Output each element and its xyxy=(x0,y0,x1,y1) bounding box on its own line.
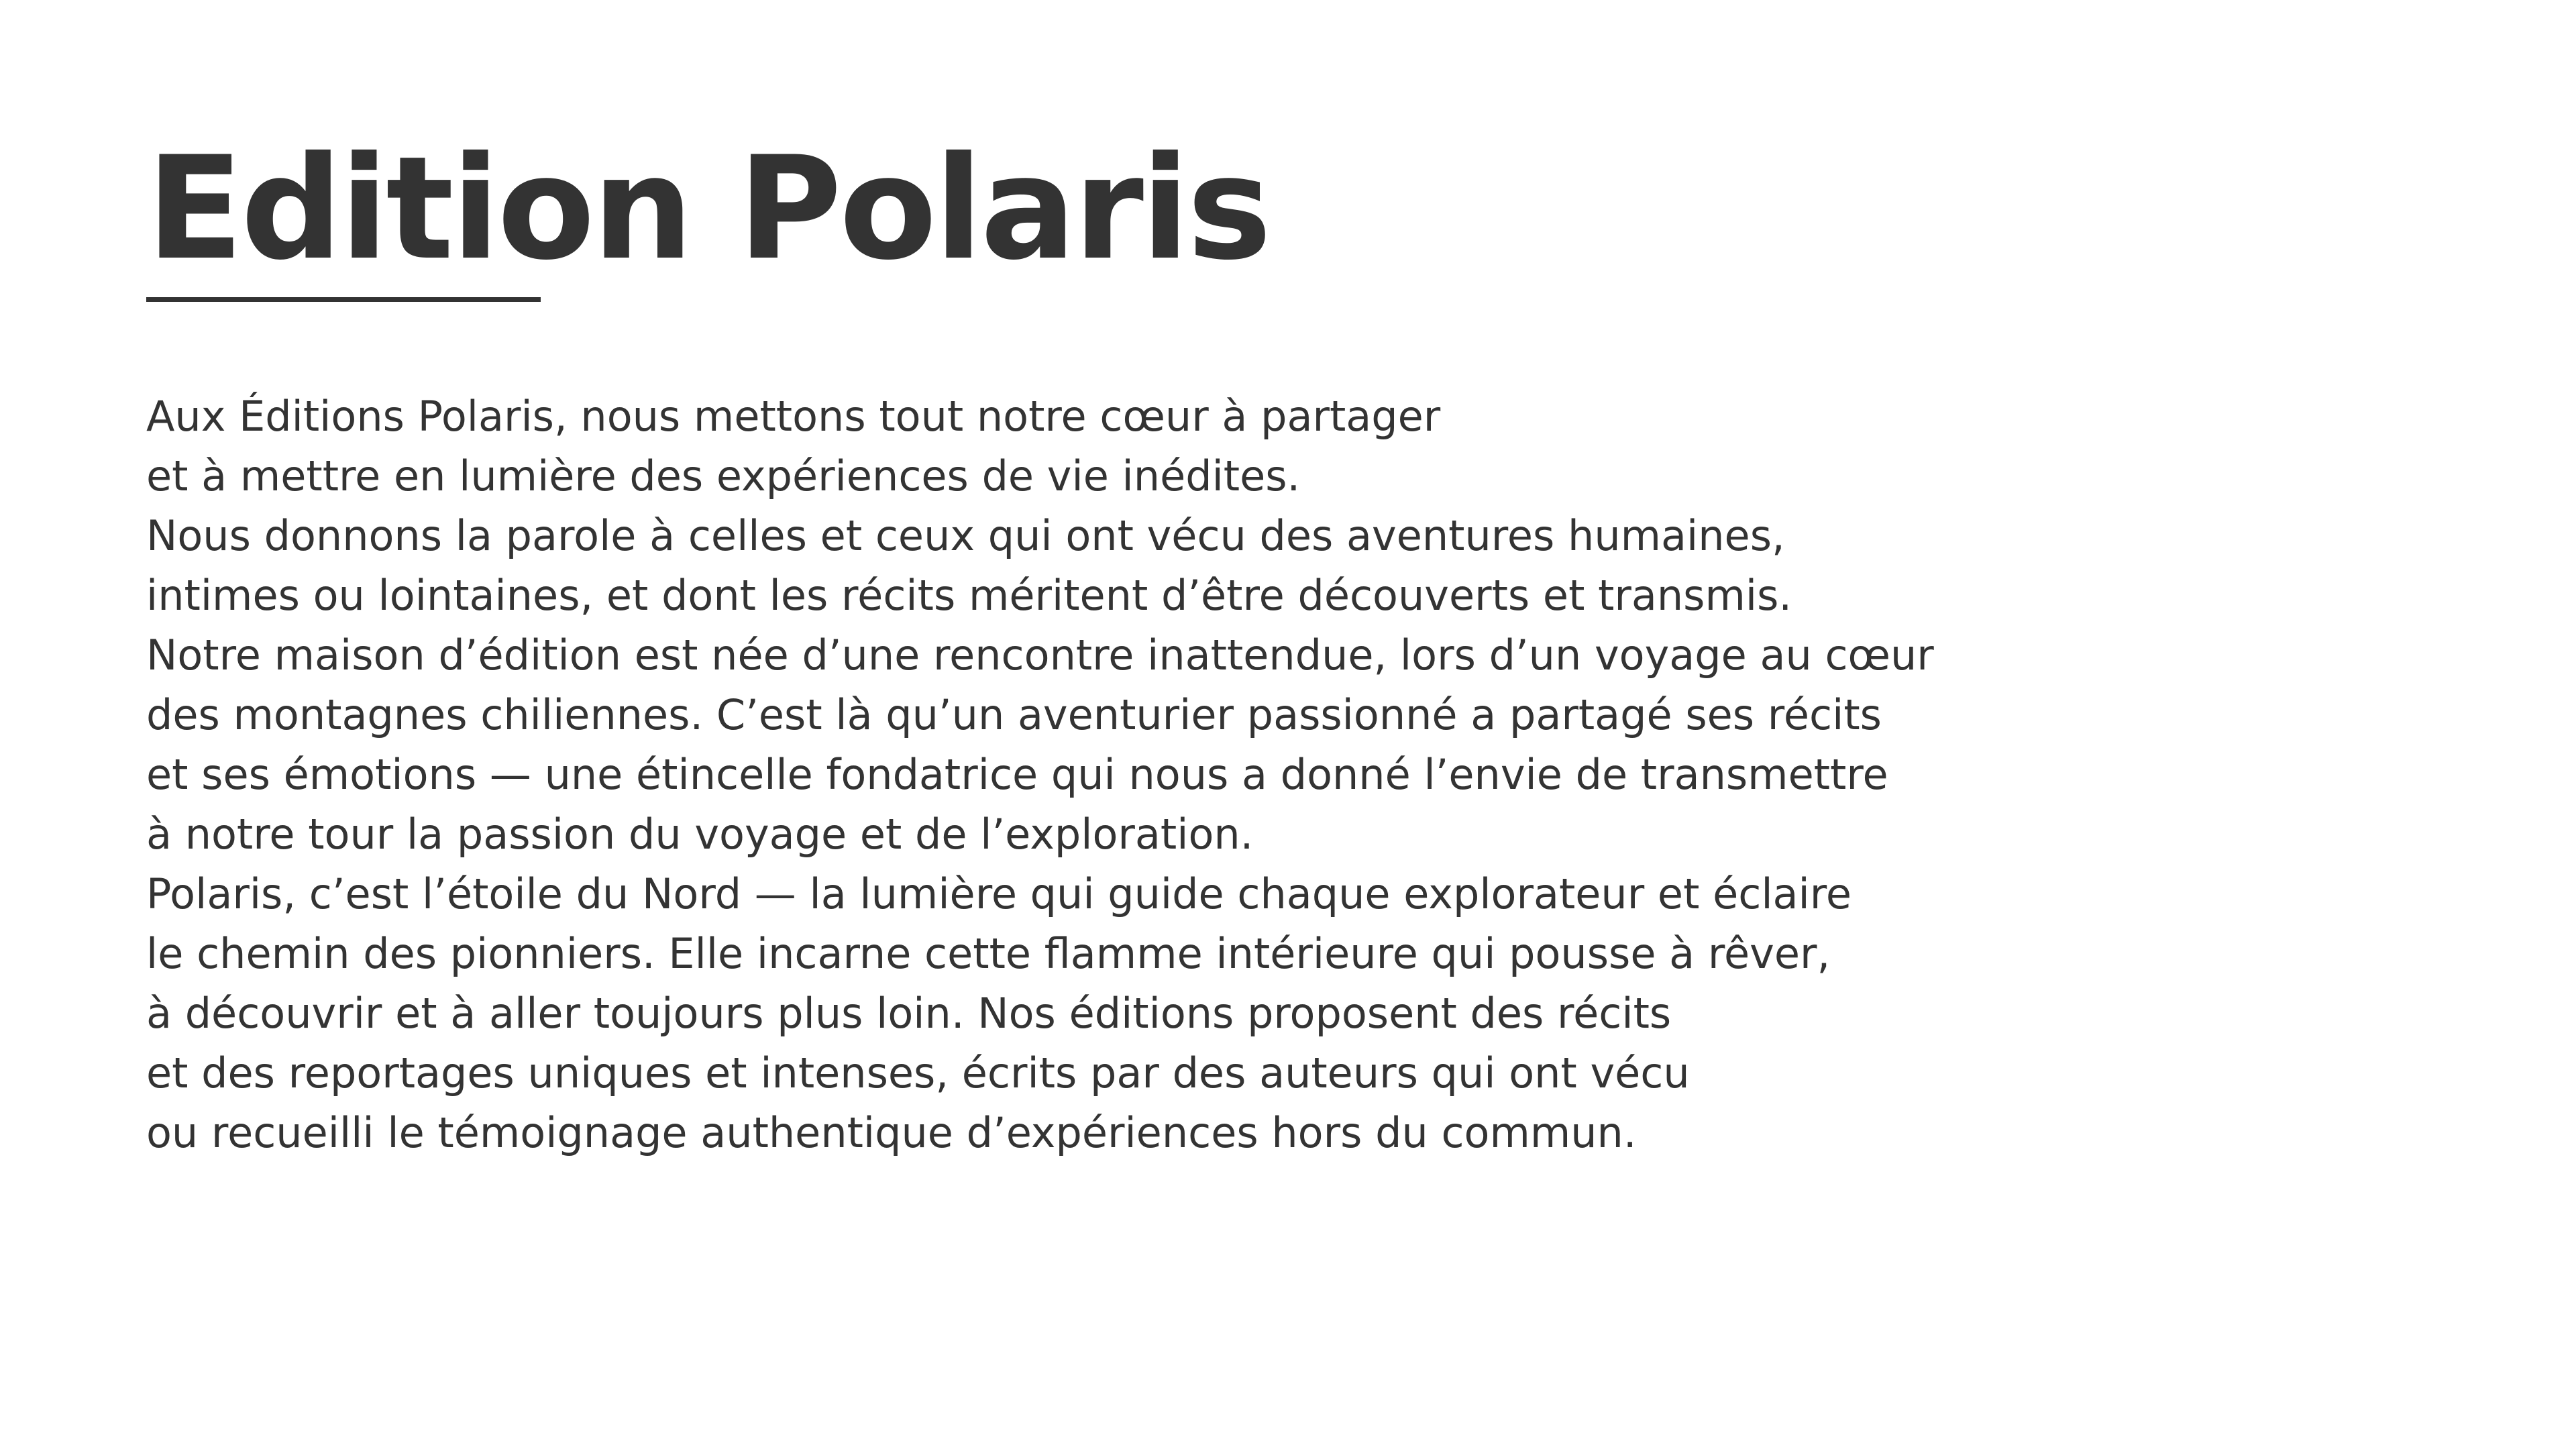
paragraph-line: à notre tour la passion du voyage et de l’exploration. xyxy=(146,810,1254,859)
paragraph-line: et ses émotions — une étincelle fondatrice qui nous a donné l’envie de transmettre xyxy=(146,750,1888,799)
intro-paragraph xyxy=(146,386,2427,1163)
paragraph-line: ou recueilli le témoignage authentique d’expériences hors du commun. xyxy=(146,1108,1637,1157)
paragraph-line: et des reportages uniques et intenses, écrits par des auteurs qui ont vécu xyxy=(146,1049,1690,1097)
paragraph-line: Nous donnons la parole à celles et ceux qui ont vécu des aventures humaines, xyxy=(146,511,1785,560)
paragraph-line: et à mettre en lumière des expériences de vie inédites. xyxy=(146,451,1301,500)
page-title: Edition Polaris xyxy=(146,125,1269,291)
paragraph-line: Notre maison d’édition est née d’une rencontre inattendue, lors d’un voyage au cœur xyxy=(146,631,1934,680)
paragraph-line: le chemin des pionniers. Elle incarne cette flamme intérieure qui pousse à rêver, xyxy=(146,929,1831,978)
title-underline xyxy=(146,297,541,302)
paragraph-line: Aux Éditions Polaris, nous mettons tout notre cœur à partager xyxy=(146,392,1441,441)
paragraph-line: des montagnes chiliennes. C’est là qu’un aventurier passionné a partagé ses récits xyxy=(146,690,1882,739)
paragraph-line: intimes ou lointaines, et dont les récits méritent d’être découverts et transmis. xyxy=(146,571,1792,620)
paragraph-line: à découvrir et à aller toujours plus loin. Nos éditions proposent des récits xyxy=(146,989,1672,1038)
paragraph-line: Polaris, c’est l’étoile du Nord — la lumière qui guide chaque explorateur et éclaire xyxy=(146,869,1852,918)
